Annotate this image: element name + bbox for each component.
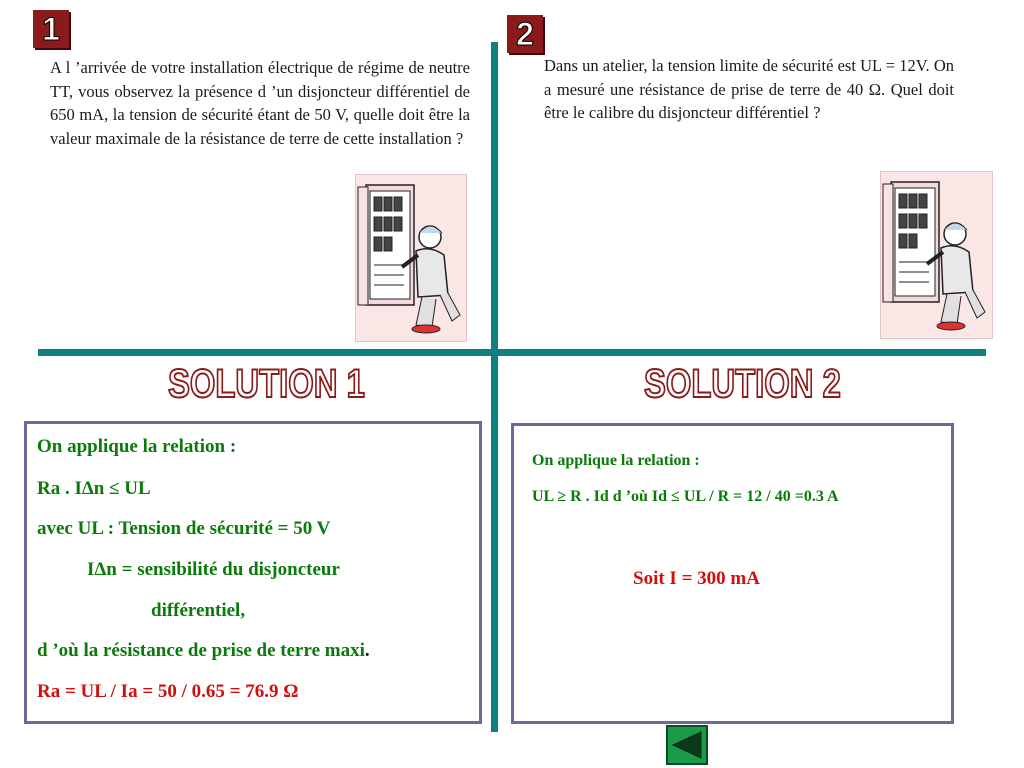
solution-2-line-1: On applique la relation : bbox=[532, 452, 700, 469]
solution-1-line-5: différentiel, bbox=[151, 600, 246, 621]
back-arrow-icon bbox=[670, 730, 704, 760]
solution-1-title: SOLUTION 1 bbox=[168, 362, 365, 406]
solution-2-title: SOLUTION 2 bbox=[644, 362, 841, 406]
horizontal-divider bbox=[38, 349, 986, 356]
problem-1-text: A l ’arrivée de votre installation électrique de régime de neutre TT, vous observez la présence d ’un disjoncteur différentiel de 650 mA, la tension de sécurité étant de 50 V, quelle doit être la valeur maximale de la résistance de terre de cette installation ? bbox=[50, 58, 470, 148]
solution-2-formula: UL ≥ R . Id d ’où Id ≤ UL / R = 12 / 40 =0.3 A bbox=[532, 488, 839, 505]
solution-1-line-3: avec UL : Tension de sécurité = 50 V bbox=[37, 518, 331, 539]
vertical-divider bbox=[491, 42, 498, 732]
problem-2-badge: 2 bbox=[507, 15, 543, 53]
solution-1-line-6: d ’où la résistance de prise de terre maxi. bbox=[37, 640, 370, 661]
problem-2-text: Dans un atelier, la tension limite de sécurité est UL = 12V. On a mesuré une résistance de prise de terre de 40 Ω. Quel doit être le calibre du disjoncteur différentiel ? bbox=[544, 56, 954, 122]
electrician-at-panel-icon bbox=[356, 175, 466, 341]
solution-1-box bbox=[24, 421, 482, 724]
problem-1-badge: 1 bbox=[33, 10, 69, 48]
solution-1-line-1: On applique la relation : bbox=[37, 436, 237, 457]
solution-1-line-4: IΔn = sensibilité du disjoncteur bbox=[87, 559, 340, 580]
back-navigation-button[interactable] bbox=[666, 725, 708, 765]
solution-2-result: Soit I = 300 mA bbox=[633, 568, 760, 589]
solution-1-result: Ra = UL / Ia = 50 / 0.65 = 76.9 Ω bbox=[37, 681, 299, 702]
electrician-illustration-2 bbox=[880, 171, 993, 339]
solution-2-box bbox=[511, 423, 954, 724]
solution-1-formula: Ra . IΔn ≤ UL bbox=[37, 478, 151, 499]
electrician-at-panel-icon bbox=[881, 172, 992, 338]
electrician-illustration-1 bbox=[355, 174, 467, 342]
